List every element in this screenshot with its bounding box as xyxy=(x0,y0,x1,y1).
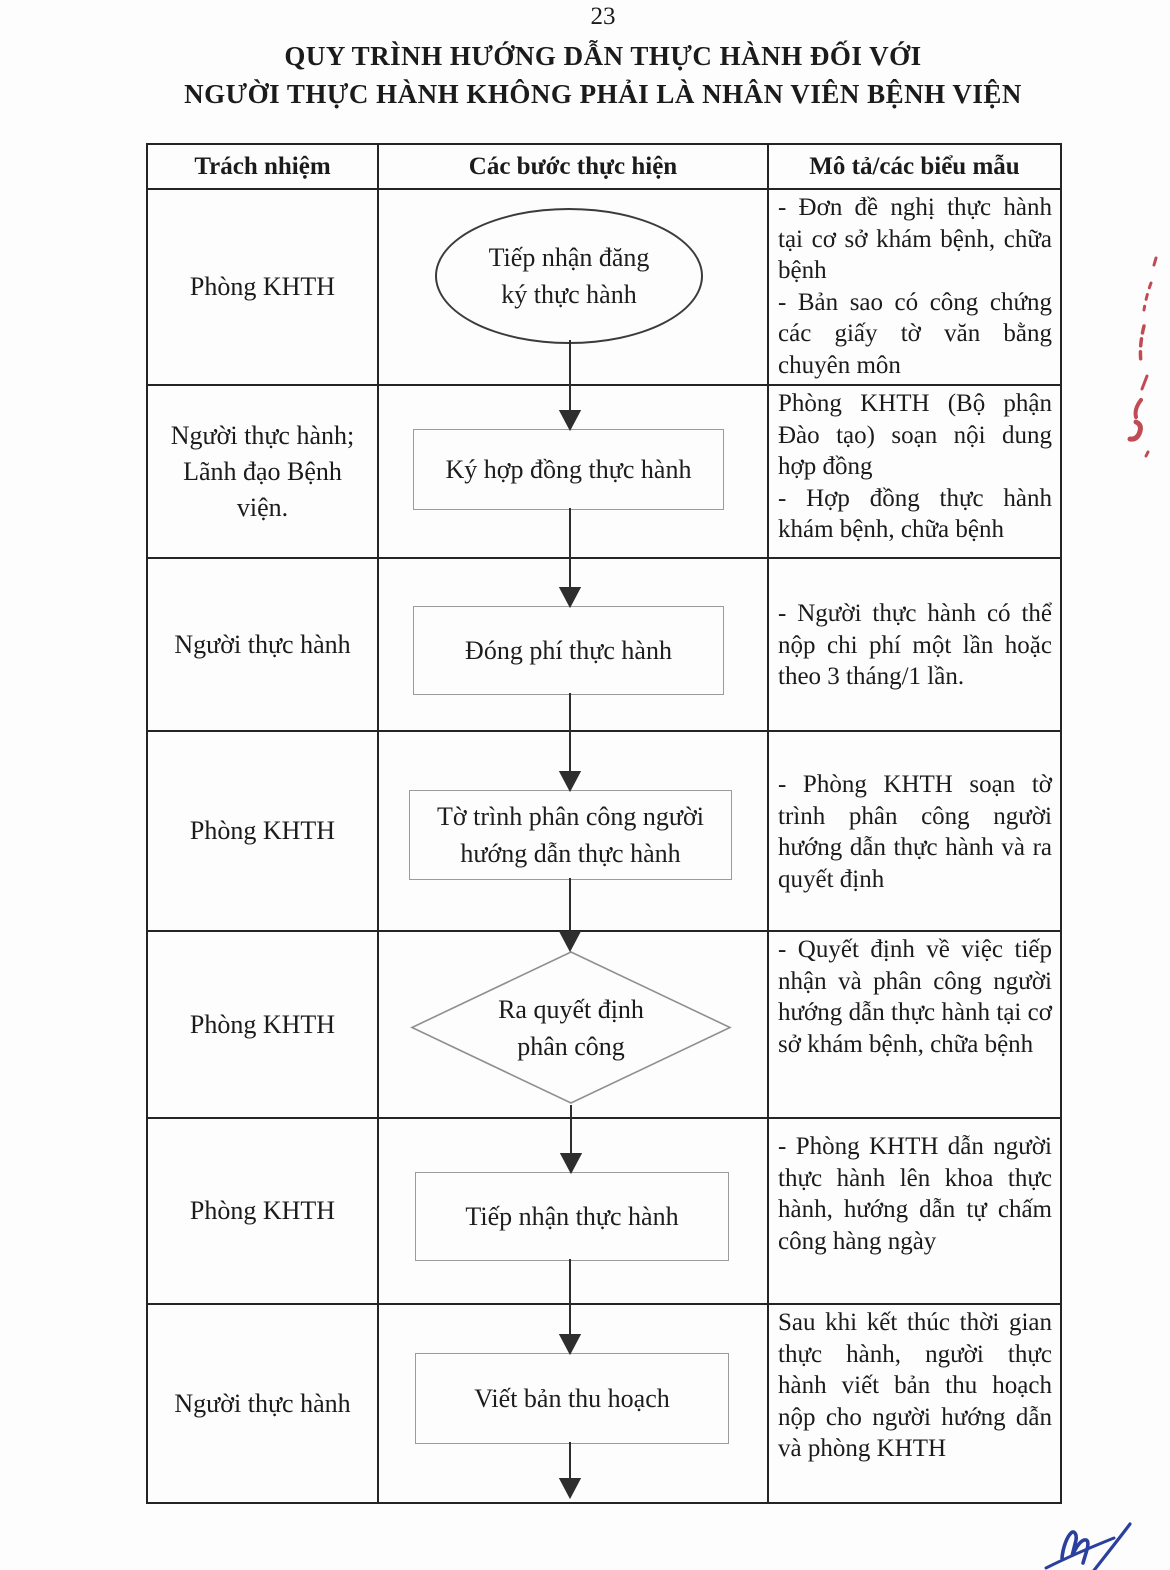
procedure-table xyxy=(146,143,1062,1504)
description-paragraph: - Phòng KHTH dẫn người thực hành lên khoa thực hành, hướng dẫn tự chấm công hàng ngày xyxy=(778,1133,1052,1255)
responsibility-cell: Người thực hành xyxy=(147,1304,378,1503)
description-paragraph: - Phòng KHTH soạn tờ trình phân công người hướng dẫn thực hành và ra quyết định xyxy=(778,771,1052,893)
description-paragraph: - Quyết định về việc tiếp nhận và phân công người hướng dẫn thực hành tại cơ sở khám bệnh, chữa bệnh xyxy=(778,936,1052,1058)
responsibility-cell: Phòng KHTH xyxy=(147,189,378,385)
header-cell-steps: Các bước thực hiện xyxy=(378,144,768,189)
responsibility-cell: Phòng KHTH xyxy=(147,1118,378,1304)
step-cell xyxy=(378,931,768,1118)
table-row xyxy=(147,189,1061,385)
description-paragraph: - Hợp đồng thực hành khám bệnh, chữa bệnh xyxy=(778,484,1052,543)
description-cell xyxy=(768,189,1061,385)
description-cell xyxy=(768,731,1061,931)
document-title-line-1: QUY TRÌNH HƯỚNG DẪN THỰC HÀNH ĐỐI VỚI xyxy=(284,41,922,71)
description-cell xyxy=(768,385,1061,558)
responsibility-cell: Phòng KHTH xyxy=(147,931,378,1118)
table-row xyxy=(147,385,1061,558)
step-cell xyxy=(378,189,768,385)
flow-step-label: Ra quyết định phân công xyxy=(498,994,644,1061)
description-paragraph: - Người thực hành có thể nộp chi phí một lần hoặc theo 3 tháng/1 lần. xyxy=(778,600,1052,691)
ink-signature xyxy=(1046,1524,1130,1570)
flow-step-label: Đóng phí thực hành xyxy=(465,636,672,665)
description-paragraph: - Đơn đề nghị thực hành tại cơ sở khám bệnh, chữa bệnh xyxy=(778,194,1052,284)
flow-step-label: Viết bản thu hoạch xyxy=(474,1384,670,1413)
description-cell xyxy=(768,1118,1061,1304)
description-paragraph: - Bản sao có công chứng các giấy tờ văn bằng chuyên môn xyxy=(778,288,1052,379)
table-row xyxy=(147,731,1061,931)
flow-step-label: Tờ trình phân công người hướng dẫn thực hành xyxy=(437,802,704,868)
document-title-line-2: NGƯỜI THỰC HÀNH KHÔNG PHẢI LÀ NHÂN VIÊN BỆNH VIỆN xyxy=(184,79,1022,109)
table-row xyxy=(147,558,1061,731)
responsibility-cell: Người thực hành; Lãnh đạo Bệnh viện. xyxy=(147,385,378,558)
responsibility-cell: Phòng KHTH xyxy=(147,731,378,931)
document-title xyxy=(62,37,1144,113)
header-cell-responsibility: Trách nhiệm xyxy=(147,144,378,189)
page-number: 23 xyxy=(590,3,616,30)
description-cell xyxy=(768,1304,1061,1503)
table-header-row xyxy=(147,144,1061,189)
step-cell xyxy=(378,1118,768,1304)
header-cell-description: Mô tả/các biểu mẫu xyxy=(768,144,1061,189)
table-row xyxy=(147,1304,1061,1503)
flow-step-label: Ký hợp đồng thực hành xyxy=(445,455,692,484)
red-margin-ink-mark xyxy=(1130,258,1156,456)
step-cell xyxy=(378,1304,768,1503)
description-paragraph: Phòng KHTH (Bộ phận Đào tạo) soạn nội dung hợp đồng xyxy=(778,390,1052,480)
flow-step-label: Tiếp nhận thực hành xyxy=(465,1202,679,1231)
description-paragraph: Sau khi kết thúc thời gian thực hành, người thực hành viết bản thu hoạch nộp cho người hướng dẫn và phòng KHTH xyxy=(778,1309,1052,1462)
table-row xyxy=(147,1118,1061,1304)
responsibility-cell: Người thực hành xyxy=(147,558,378,731)
step-cell xyxy=(378,731,768,931)
description-cell xyxy=(768,558,1061,731)
step-cell xyxy=(378,385,768,558)
flow-step-label: Tiếp nhận đăng ký thực hành xyxy=(488,243,650,309)
step-cell xyxy=(378,558,768,731)
table-row xyxy=(147,931,1061,1118)
description-cell xyxy=(768,931,1061,1118)
